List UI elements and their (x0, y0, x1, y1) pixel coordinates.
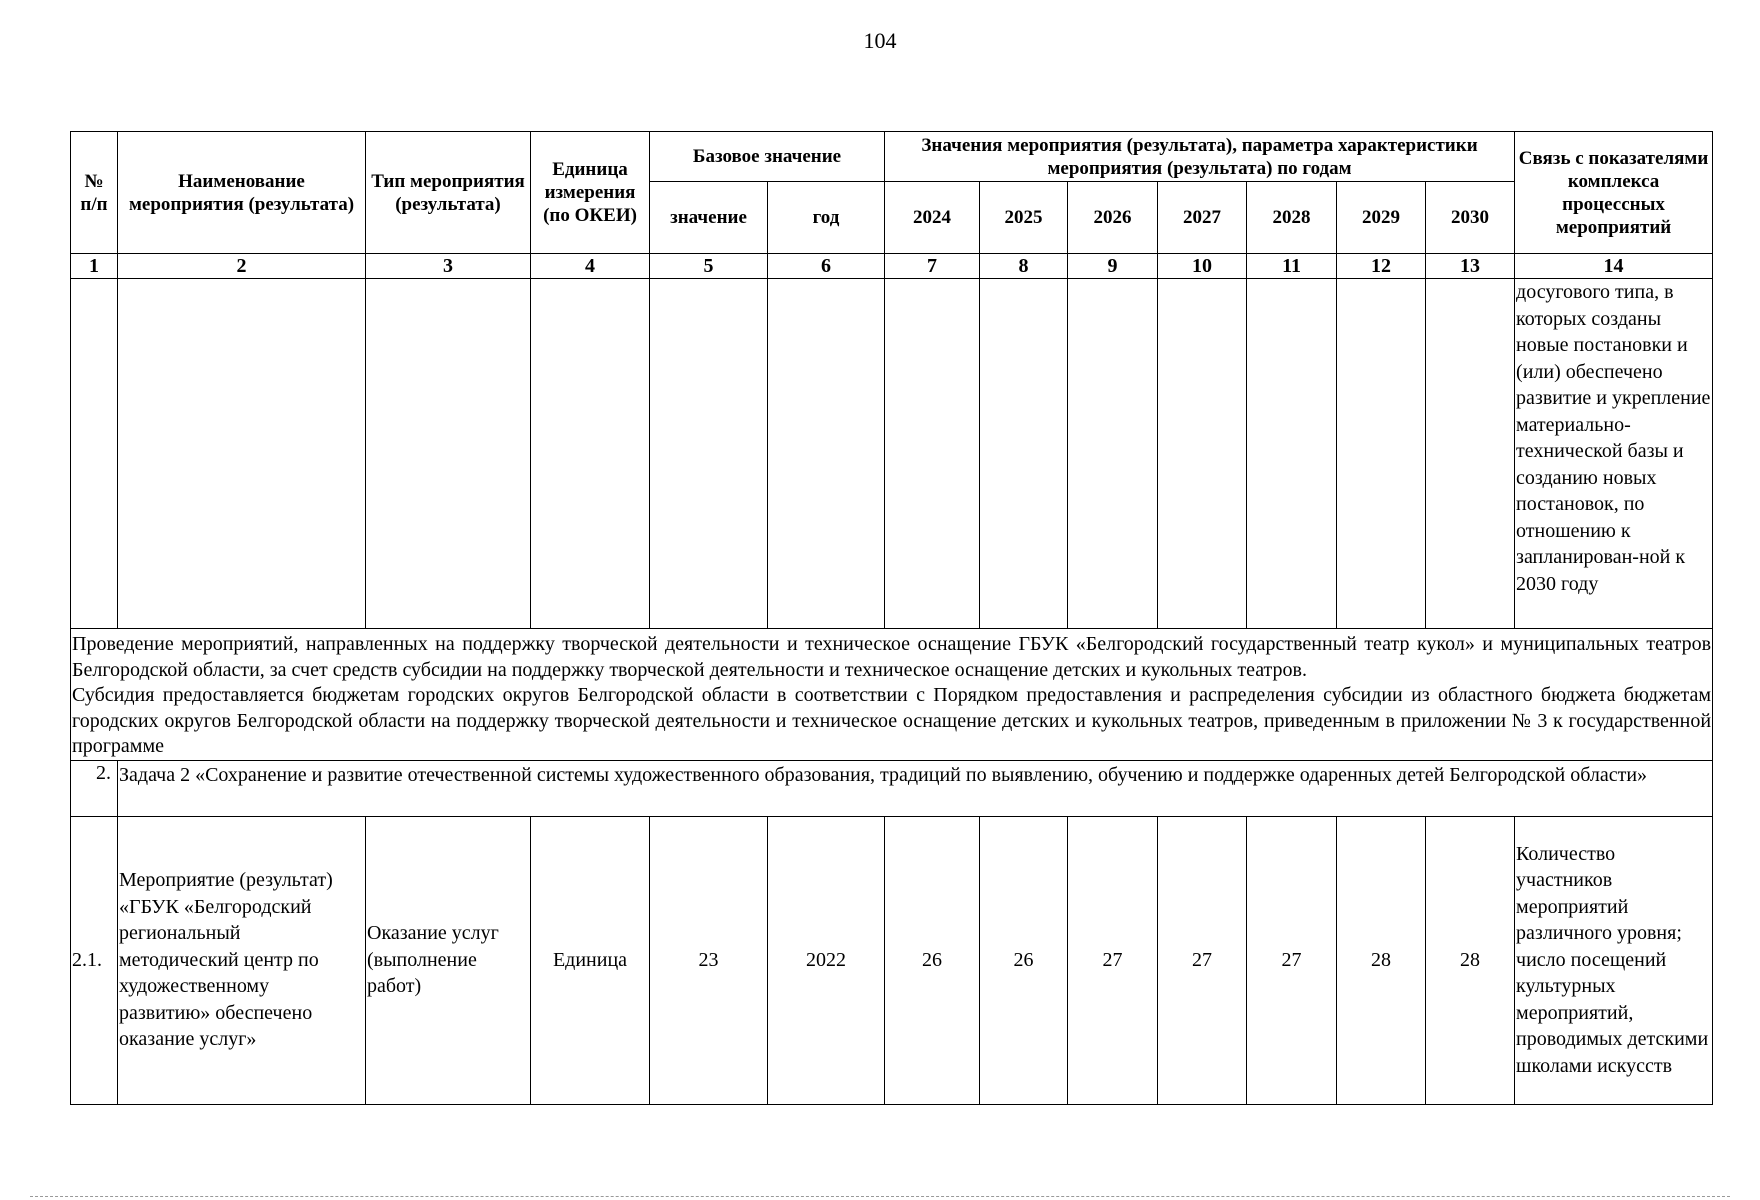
column-number: 5 (650, 254, 768, 279)
link-indicators: Количество участников мероприятий различного уровня; число посещений культурных мероприятий, проводимых детскими школами искусств (1515, 816, 1713, 1104)
note-paragraph-1: Проведение мероприятий, направленных на поддержку творческой деятельности и техническое оснащение ГБУК «Белгородский государственный театр кукол» и муниципальных театров Белгородской области, за счет средств субсидии на поддержку творческой деятельности и техническое оснащение детских и кукольных театров. (72, 633, 1712, 681)
header-year: 2027 (1158, 182, 1247, 254)
page-bottom-rule (30, 1196, 1730, 1199)
measure-unit: Единица (531, 816, 650, 1104)
column-number: 3 (366, 254, 531, 279)
header-year: 2025 (980, 182, 1068, 254)
column-number: 7 (885, 254, 980, 279)
column-number: 2 (118, 254, 366, 279)
continuation-link-text: досугового типа, в которых созданы новые постановки и (или) обеспечено развитие и укрепление материально-технической базы и созданию новых постановок, по отношению к запланирован-ной к 2030 году (1515, 279, 1713, 629)
note-cell (71, 629, 1713, 761)
column-number: 9 (1068, 254, 1158, 279)
year-value: 27 (1158, 816, 1247, 1104)
header-year: 2030 (1426, 182, 1515, 254)
page-number: 104 (863, 28, 897, 53)
header-base: Базовое значение (650, 132, 885, 182)
column-number: 11 (1247, 254, 1337, 279)
header-base-value: значение (650, 182, 768, 254)
row-number: 2.1. (71, 816, 118, 1104)
year-value: 26 (980, 816, 1068, 1104)
column-number: 8 (980, 254, 1068, 279)
measure-type: Оказание услуг (выполнение работ) (366, 816, 531, 1104)
column-number: 14 (1515, 254, 1713, 279)
header-year: 2024 (885, 182, 980, 254)
column-number: 4 (531, 254, 650, 279)
year-value: 27 (1247, 816, 1337, 1104)
column-number: 12 (1337, 254, 1426, 279)
header-num: № п/п (71, 132, 118, 254)
task-row (71, 760, 1713, 816)
column-number: 1 (71, 254, 118, 279)
column-number-row (71, 254, 1713, 279)
column-number: 6 (768, 254, 885, 279)
year-value: 26 (885, 816, 980, 1104)
column-number: 13 (1426, 254, 1515, 279)
year-value: 28 (1337, 816, 1426, 1104)
column-number: 10 (1158, 254, 1247, 279)
header-year: 2028 (1247, 182, 1337, 254)
header-name: Наименование мероприятия (результата) (118, 132, 366, 254)
header-year: 2029 (1337, 182, 1426, 254)
base-year: 2022 (768, 816, 885, 1104)
table-row (71, 816, 1713, 1104)
measures-table (70, 131, 1713, 1105)
header-type: Тип мероприятия (результата) (366, 132, 531, 254)
year-value: 27 (1068, 816, 1158, 1104)
measure-name: Мероприятие (результат) «ГБУК «Белгородский региональный методический центр по художественному развитию» обеспечено оказание услуг» (118, 816, 366, 1104)
task-title: Задача 2 «Сохранение и развитие отечественной системы художественного образования, традиций по выявлению, обучению и поддержке одаренных детей Белгородской области» (118, 760, 1713, 816)
base-value: 23 (650, 816, 768, 1104)
header-link: Связь с показателями комплекса процессных мероприятий (1515, 132, 1713, 254)
header-year: 2026 (1068, 182, 1158, 254)
header-values: Значения мероприятия (результата), параметра характеристики мероприятия (результата) по годам (885, 132, 1515, 182)
year-value: 28 (1426, 816, 1515, 1104)
header-base-year: год (768, 182, 885, 254)
task-number: 2. (71, 760, 118, 816)
note-paragraph-2: Субсидия предоставляется бюджетам городских округов Белгородской области в соответствии с Порядком предоставления и распределения субсидии из областного бюджета бюджетам городских округов Белгородской области на поддержку творческой деятельности и техническое оснащение детских и кукольных театров, приведенным в приложении № 3 к государственной программе (72, 684, 1712, 757)
continuation-row (71, 279, 1713, 629)
header-unit: Единица измерения (по ОКЕИ) (531, 132, 650, 254)
note-row (71, 629, 1713, 761)
